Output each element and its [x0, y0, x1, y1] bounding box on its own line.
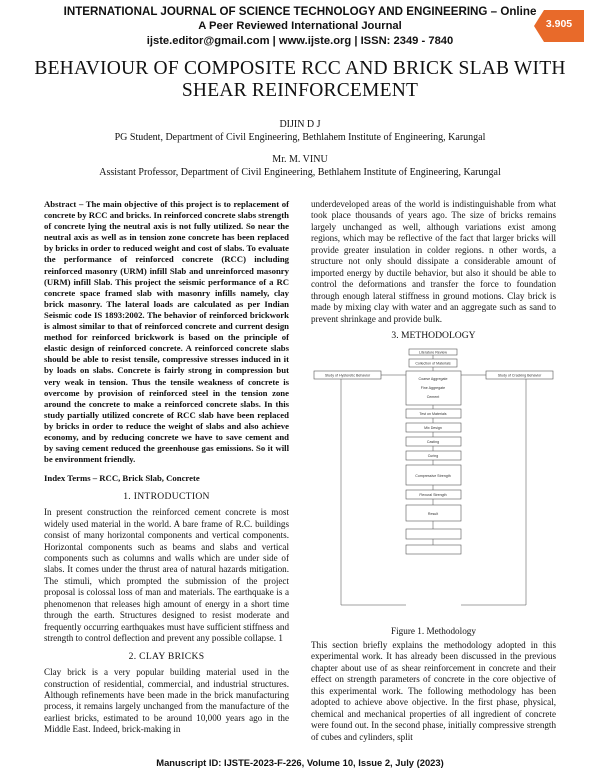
flow-label: Coarse Aggregate — [418, 377, 448, 382]
flow-label: Compressive Strength — [415, 474, 451, 479]
manuscript-footer: Manuscript ID: IJSTE-2023-F-226, Volume 10, Issue 2, July (2023) — [156, 757, 444, 768]
author-affiliation-2: Assistant Professor, Department of Civil Engineering, Bethlahem Institute of Engineering, Karungal — [99, 167, 501, 178]
flow-step-box — [406, 545, 461, 554]
clay-bricks-text: Clay brick is a very popular building material used in the construction of residential, commercial, and industrial structures. Although refinements have been made in the brick manufacturing process, it remains largely unchanged from the manufacture of the earliest bricks, estimated to be around 10,000 years ago in the Middle East. Indeed, brick-making in — [44, 667, 289, 735]
flow-label: Fine Aggregate — [420, 386, 446, 391]
section-heading-methodology: 3. METHODOLOGY — [391, 329, 476, 341]
journal-subtitle: A Peer Reviewed International Journal — [198, 20, 402, 32]
left-column — [44, 199, 289, 736]
journal-header — [0, 4, 600, 49]
author-affiliation-1: PG Student, Department of Civil Engineering, Bethlahem Institute of Engineering, Karungal — [114, 132, 486, 143]
flow-label: Study of Cracking Behavior — [497, 373, 542, 378]
flow-label: Collection of Materials — [415, 361, 451, 366]
flow-label: Flexural Strength — [419, 493, 447, 498]
section-heading-introduction: 1. INTRODUCTION — [123, 490, 210, 502]
section-heading-clay-bricks: 2. CLAY BRICKS — [128, 650, 205, 662]
journal-contact: ijste.editor@gmail.com | www.ijste.org | ISSN: 2349 - 7840 — [146, 35, 454, 47]
flow-label: Curing — [427, 454, 439, 459]
flow-label: Test on Materials — [419, 412, 447, 417]
flow-label: Study of Hysteretic Behavior — [324, 373, 371, 378]
author-name-2: Mr. M. VINU — [272, 154, 328, 165]
index-terms: Index Terms – RCC, Brick Slab, Concrete — [44, 473, 200, 484]
flow-label: Literature Review — [419, 350, 447, 355]
figure-caption: Figure 1. Methodology — [391, 626, 476, 637]
methodology-text: This section briefly explains the methodology adopted in this experimental work. It has already been discussed in the previous chapter about use of as shear reinforcement in concrete and their effect on strength parameters of concrete in the core objective of this experimental work. The following methodology has been adopted to achieve above objective. In the first phase, physical, chemical and mechanical properties of all ingredient of concrete were found out. In the second phase, initially compressive strength of cubes and cylinders, split — [311, 639, 556, 742]
flow-label: Mix Design — [424, 426, 442, 431]
badge-value: 3.905 — [545, 18, 573, 30]
flow-label: Result — [427, 512, 439, 517]
impact-factor-badge — [530, 6, 588, 46]
clay-bricks-continued-text: underdeveloped areas of the world is indistinguishable from what took place thousands of years ago. The size of bricks remains largely unchanged as well, although variations exist among regions, which may be reflective of the fact that larger bricks will provide greater insulation in colder regions. n other words, a structure not only should dissipate a considerable amount of imported energy by ductile behavior, but also it should be able to control the deformations and transfer the force to foundation through enough lateral stiffness in ground motions. Clay brick is made by mixing clay with water and an aggregate such as sand to prevent shrinkage and provide bulk. — [311, 199, 556, 324]
right-column — [311, 199, 556, 743]
flow-step-box — [406, 529, 461, 539]
journal-name: INTERNATIONAL JOURNAL OF SCIENCE TECHNOLOGY AND ENGINEERING – Online — [63, 5, 537, 18]
paper-title: BEHAVIOUR OF COMPOSITE RCC AND BRICK SLAB WITH SHEAR REINFORCEMENT — [34, 58, 566, 101]
author-name-1: DIJIN D J — [279, 119, 321, 130]
abstract: Abstract – The main objective of this project is to replacement of concrete by RCC and bricks. In reinforced concrete slabs strength of concrete lying the neutral axis is not fully utilized. So near the neutral axis as well as in tension zone concrete has been replaced by bricks in order to reduced weight and cost of slabs. To evaluate the performance of reinforced concrete (RCC) including reinforced masonry (URM) infill Slab and unreinforced masonry (URM) infill Slab. This project the seismic performance of a RC concrete space framed slab with masonry infills namely, clay brick masonry. The lateral loads are calculated as per Indian Seismic code IS 1893:2002. The behavior of reinforced brickwork is almost similar to that of reinforced concrete and current design method for reinforced brickwork is based on the principle of elastic design of reinforced concrete. A reinforced concrete slabs should be able to resist tensile, compressive stresses induced in it by loads on slabs. Concrete is fairly strong in compression but very weak in tension. Thus the tensile weakness of concrete is overcome by provision of reinforced steel in the tension zone around the concrete to make a reinforced concrete slabs. In this study partially utilized concrete of RCC slab have been replaced by bricks in order to reduce the weight of slabs and also achieve economy, and by reducing concrete we have to save cement and by saving cement reduced the greenhouse gas emissions. So it will be environment friendly. — [44, 199, 289, 465]
methodology-flowchart — [311, 345, 556, 625]
flow-label: Cement — [426, 395, 440, 400]
flow-label: Casting — [426, 440, 440, 445]
introduction-text: In present construction the reinforced cement concrete is most widely used material in the world. A bare frame of R.C. buildings consist of many horizontal components and vertical components. Horizontal components such as beams and slabs and vertical components such as columns and walls which are under side of slabs. It comes under the thrust area of natural hazards mitigation. The stimuli, which prompted the submission of the project proposal is colossal loss of man and materials. The earthquake is a phenomenon that releases high amount of energy in a short time through the earth. Structures designed to resist moderate and frequently occurring earthquakes must have sufficient stiffness and strength to control deflection and prevent any possible collapse. 1 — [44, 507, 289, 644]
